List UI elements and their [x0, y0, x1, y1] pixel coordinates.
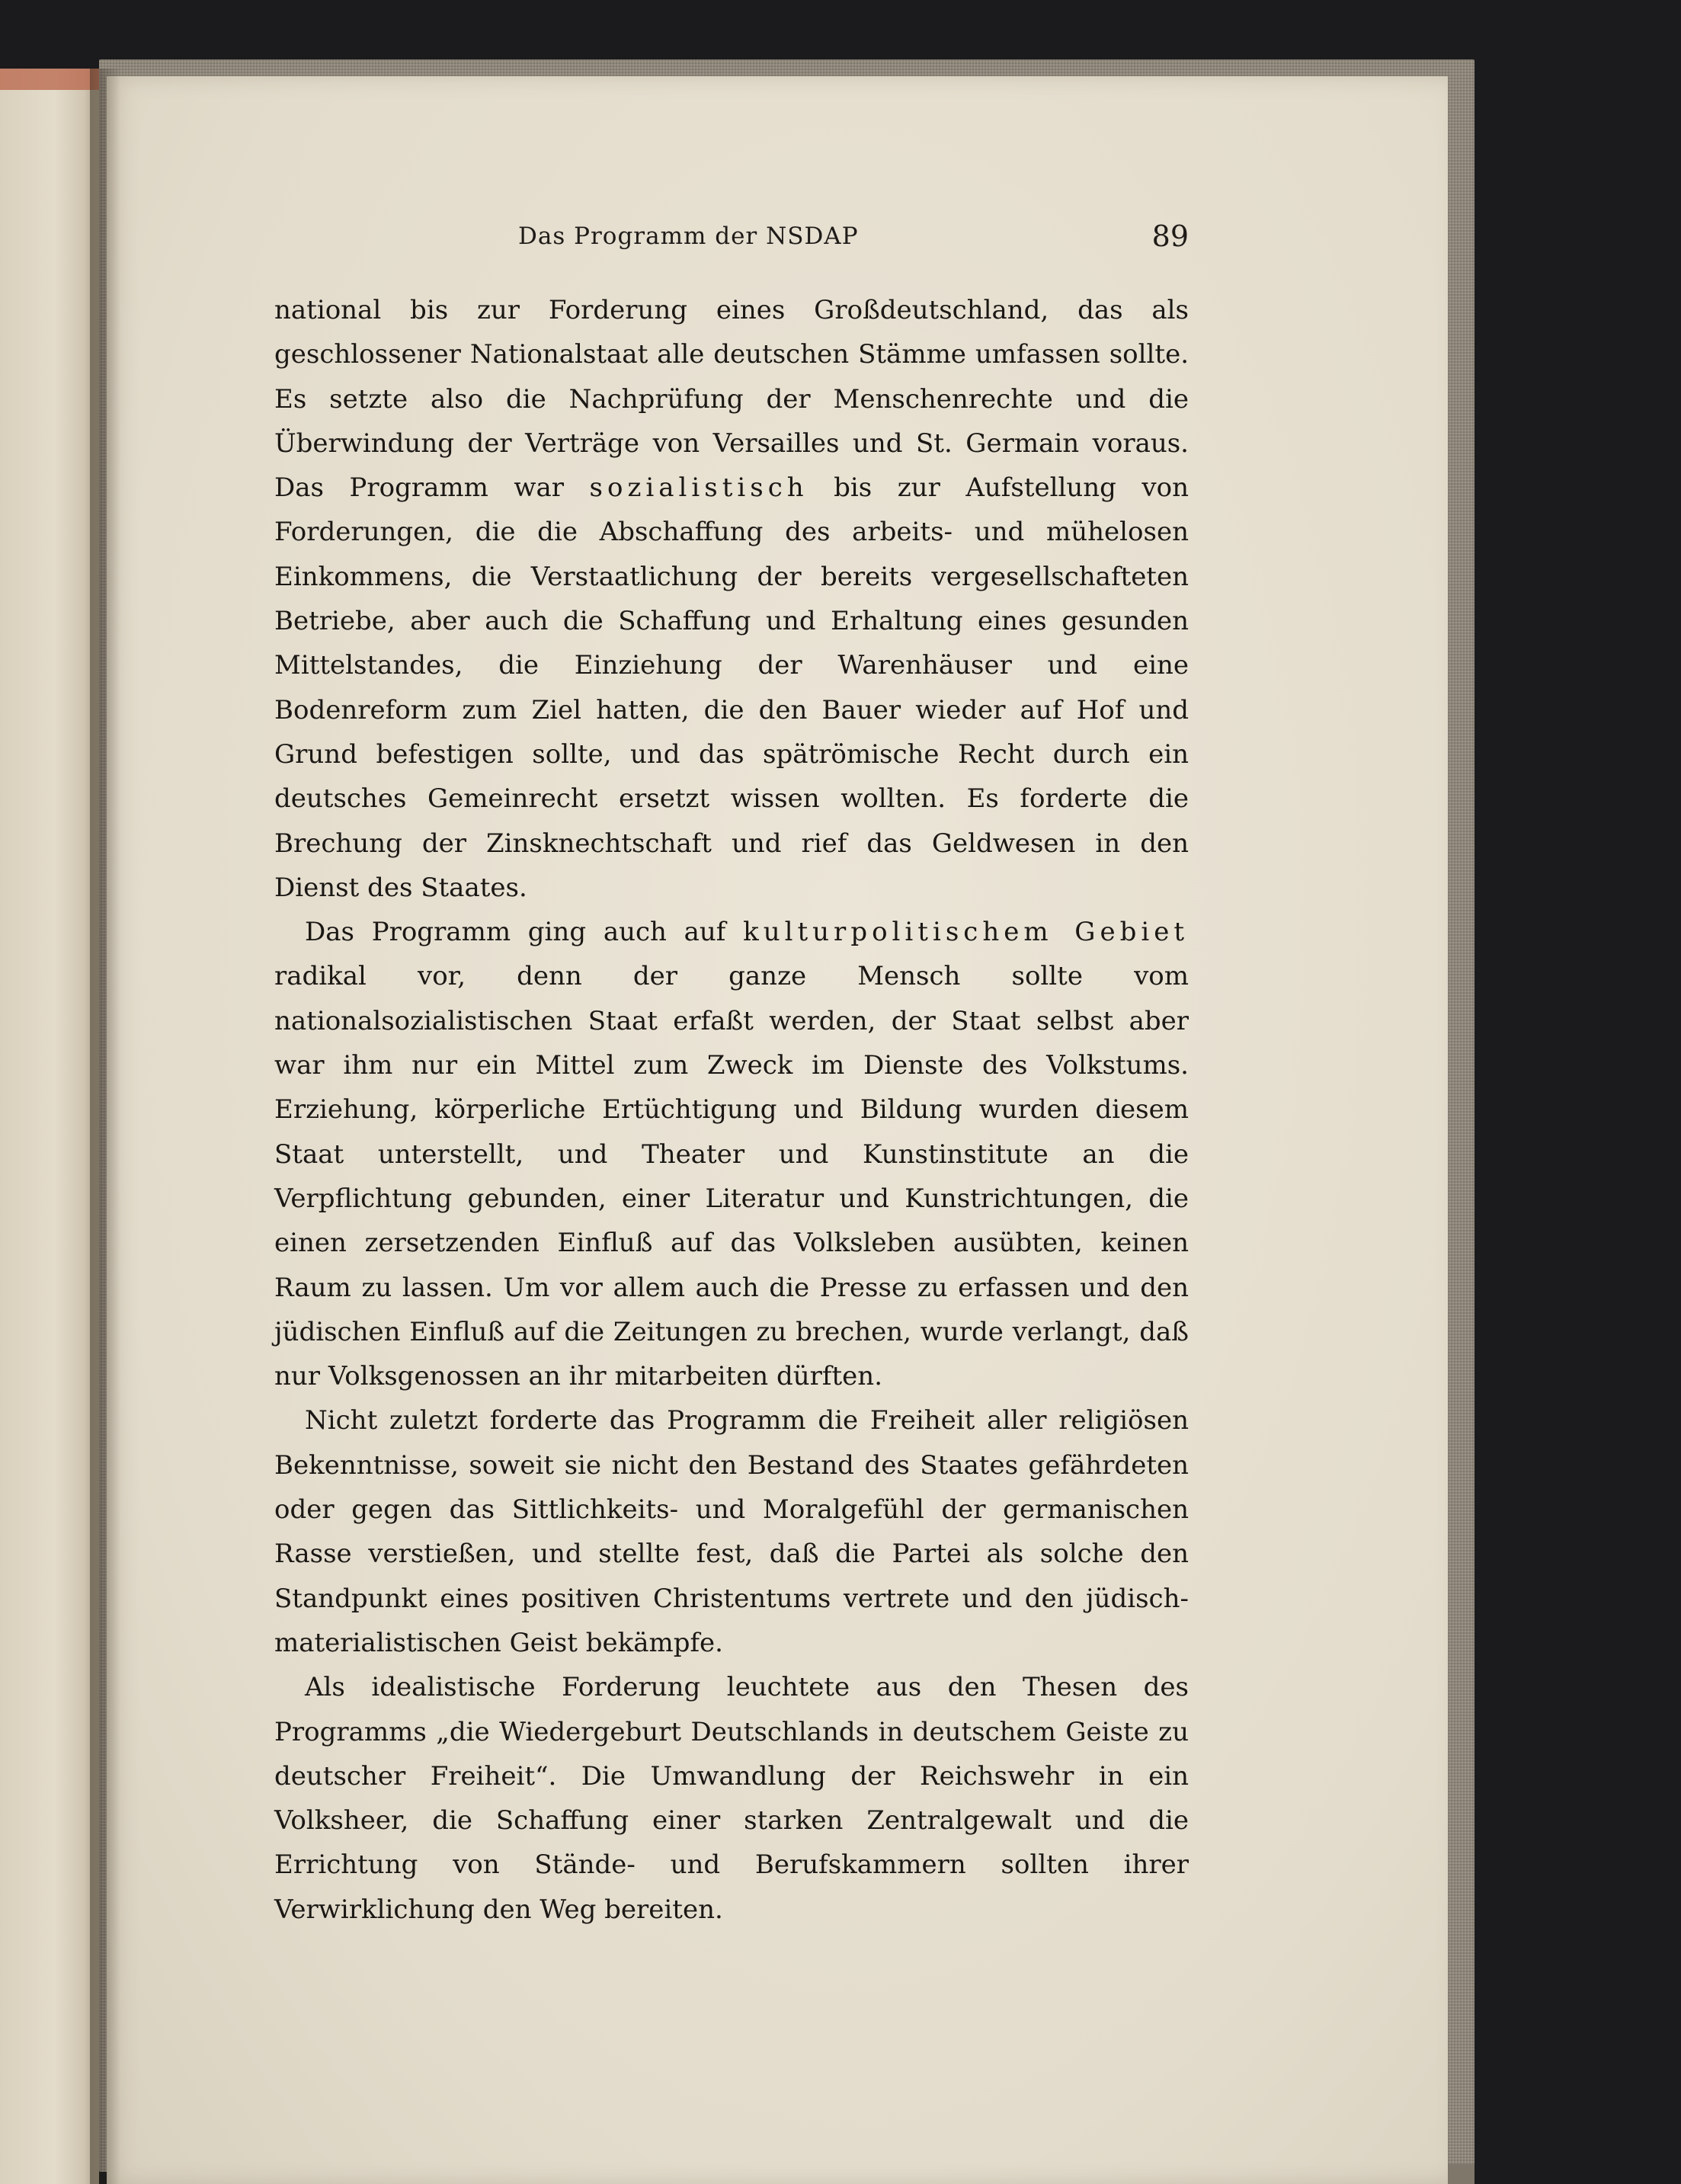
- running-head: [274, 219, 1189, 253]
- paragraph-3: Nicht zuletzt forderte das Programm die Freiheit aller religiösen Bekenntnisse, soweit sie nicht den Bestand des Staates gefährdeten oder gegen das Sittlichkeits- und Moralgefühl der germanischen Rasse verstießen, und stellte fest, daß die Partei als solche den Standpunkt eines positiven Christentums vertrete und den jüdisch-materialistischen Geist bekämpfe.: [274, 1405, 1189, 1658]
- paragraph-4: Als idealistische Forderung leuchtete aus den Thesen des Programms „die Wiedergeburt Deutschlands in deutschem Geiste zu deutscher Freiheit“. Die Umwandlung der Reichswehr in ein Volksheer, die Schaffung einer starken Zentralgewalt und die Errichtung von Stände- und Berufskammern sollten ihrer Verwirklichung den Weg bereiten.: [274, 1672, 1189, 1925]
- paragraph-2-emphasis: kulturpolitischem Gebiet: [743, 917, 1190, 948]
- left-page-edge: [0, 69, 99, 90]
- page-number: 89: [1151, 219, 1189, 253]
- body-text: [274, 288, 1189, 1932]
- running-title: Das Programm der NSDAP: [518, 223, 859, 250]
- gutter-shadow: [90, 69, 120, 2184]
- paragraph-1: [274, 288, 1189, 910]
- paragraph-2-text-b: radikal vor, denn der ganze Mensch sollte vom nationalsozialistischen Staat erfaßt werden, der Staat selbst aber war ihm nur ein Mittel zum Zweck im Dienste des Volkstums. Erziehung, körperliche Ertüchtigung und Bildung wurden diesem Staat unterstellt, und Theater und Kunstinstitute an die Verpflichtung gebunden, einer Literatur und Kunstrichtungen, die einen zersetzenden Einfluß auf das Volksleben ausübten, keinen Raum zu lassen. Um vor allem auch die Presse zu erfassen und den jüdischen Einfluß auf die Zeitungen zu brechen, wurde verlangt, daß nur Volksgenossen an ihr mitarbeiten dürften.: [274, 961, 1189, 1392]
- paragraph-2: [274, 910, 1189, 1398]
- left-page: [0, 69, 99, 2184]
- paragraph-1-text-a: national bis zur Forderung eines Großdeutschland, das als geschlossener Nationalstaat alle deutschen Stämme umfassen sollte. Es setzte also die Nachprüfung der Menschenrechte und die Überwindung der Verträge von Versailles und St. Germain voraus. Das Programm war: [274, 295, 1189, 504]
- paragraph-1-text-b: bis zur Aufstellung von Forderungen, die die Abschaffung des arbeits- und mühelosen Einkommens, die Verstaatlichung der bereits vergesellschafteten Betriebe, aber auch die Schaffung und Erhaltung eines gesunden Mittelstandes, die Einziehung der Warenhäuser und eine Bodenreform zum Ziel hatten, die den Bauer wieder auf Hof und Grund befestigen sollte, und das spätrömische Recht durch ein deutsches Gemeinrecht ersetzt wissen wollten. Es forderte die Brechung der Zinsknechtschaft und rief das Geldwesen in den Dienst des Staates.: [274, 472, 1190, 903]
- paragraph-1-emphasis: sozialistisch: [589, 472, 808, 504]
- paragraph-2-text-a: Das Programm ging auch auf: [305, 917, 744, 948]
